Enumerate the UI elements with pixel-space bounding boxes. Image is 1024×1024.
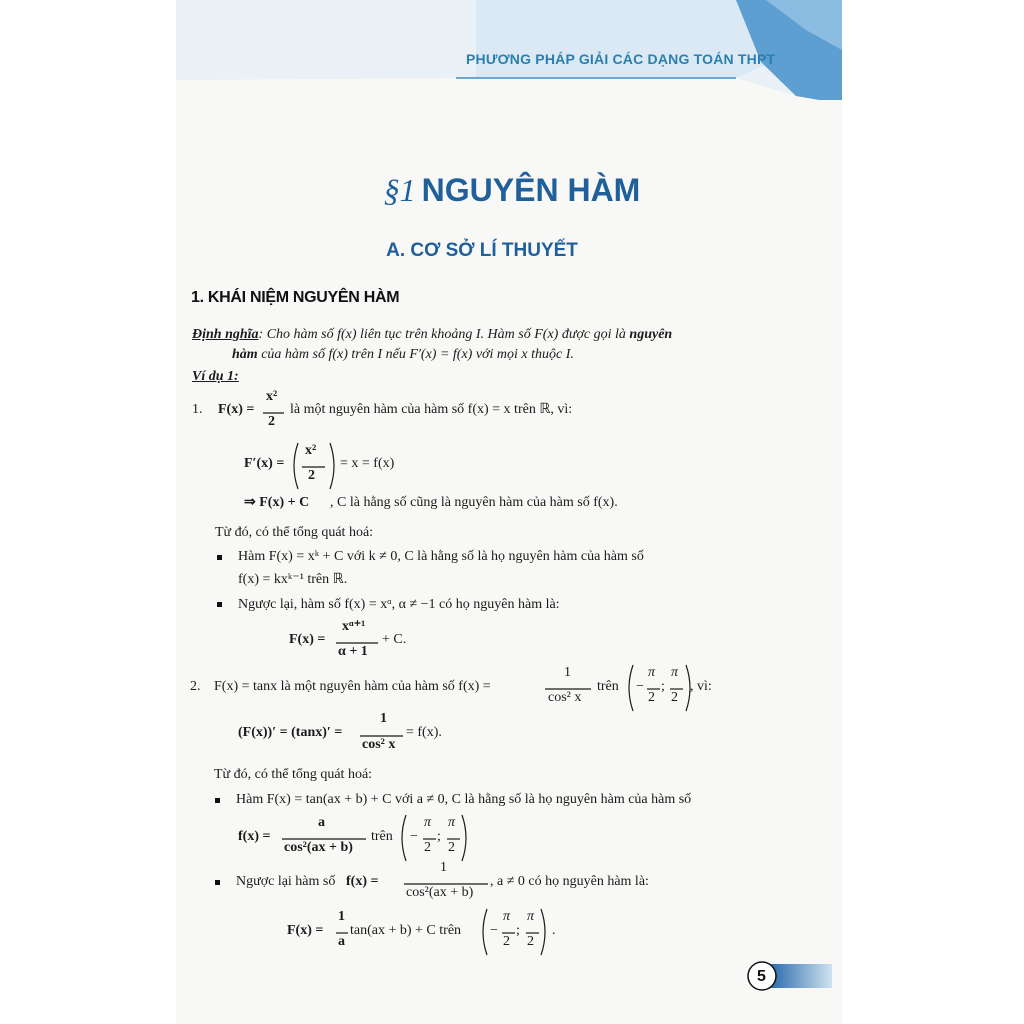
ex2-bullet2-tail: , a ≠ 0 có họ nguyên hàm là:: [490, 874, 649, 889]
ex1-deriv-den: 2: [308, 468, 315, 483]
ex2-interval-two-1: 2: [648, 690, 655, 705]
ex2-result-lhs: F(x) =: [287, 923, 324, 938]
ex1-frac-den: 2: [268, 414, 275, 429]
ex2-b1-interval-pi-2: π: [448, 815, 456, 830]
definition-bold-1: nguyên: [629, 327, 673, 342]
ex1-bullet1-line1: Hàm F(x) = xᵏ + C với k ≠ 0, C là hằng số là họ nguyên hàm của hàm số: [238, 549, 644, 564]
ex2-res-interval-pi-2: π: [527, 909, 535, 924]
ex2-bullet1-line1: Hàm F(x) = tan(ax + b) + C với a ≠ 0, C là hằng số là họ nguyên hàm của hàm số: [236, 792, 692, 807]
subsection-title: A. CƠ SỞ LÍ THUYẾT: [386, 240, 578, 261]
ex1-bullet2-tail: + C.: [382, 632, 407, 647]
ex2-res-interval-minus: −: [490, 923, 498, 938]
ex2-b1-interval-pi-1: π: [424, 815, 432, 830]
ex2-bullet2-lhs: f(x) =: [346, 874, 379, 889]
section-title-text: NGUYÊN HÀM: [421, 172, 641, 208]
ex2-b1-interval-minus: −: [410, 829, 418, 844]
ex1-frac-num: x²: [266, 389, 278, 404]
definition-text-2: của hàm số f(x) trên I nếu F′(x) = f(x) với mọi x thuộc I.: [261, 347, 574, 362]
ex2-result-den: a: [338, 934, 345, 949]
ex1-bullet2-line1: Ngược lại, hàm số f(x) = xᵅ, α ≠ −1 có họ nguyên hàm là:: [238, 597, 560, 612]
ex2-interval-pi-2: π: [671, 665, 679, 680]
definition-bold-2: hàm: [232, 347, 258, 362]
definition-text-1: : Cho hàm số f(x) liên tục trên khoảng I. Hàm số F(x) được gọi là: [258, 327, 626, 342]
definition-label: Định nghĩa: [192, 327, 259, 342]
ex2-text-a: F(x) = tanx là một nguyên hàm của hàm số f(x) =: [214, 679, 491, 694]
ex2-bullet1-num: a: [318, 815, 325, 830]
header-title: PHƯƠNG PHÁP GIẢI CÁC DẠNG TOÁN THPT: [466, 51, 776, 67]
ex2-res-interval-pi-1: π: [503, 909, 511, 924]
ex1-deriv-num: x²: [305, 443, 317, 458]
ex1-bullet2-den: α + 1: [338, 644, 368, 659]
ex2-deriv-den: cos² x: [362, 737, 396, 752]
ex1-lhs: F(x) =: [218, 402, 255, 417]
ex1-implies: ⇒ F(x) + C: [244, 495, 310, 510]
section-symbol: §1: [383, 172, 416, 208]
ex1-bullet2-lhs: F(x) =: [289, 632, 326, 647]
page-number: 5: [757, 968, 766, 985]
ex2-bullet1-on: trên: [371, 829, 393, 844]
ex2-b1-interval-sep: ;: [437, 829, 441, 844]
ex2-result-num: 1: [338, 909, 345, 924]
ex2-bullet2-num: 1: [440, 860, 447, 875]
ex2-interval-pi-1: π: [648, 665, 656, 680]
ex2-bullet1-den: cos²(ax + b): [284, 840, 353, 855]
ex1-text: là một nguyên hàm của hàm số f(x) = x trên ℝ, vì:: [290, 402, 573, 417]
ex2-deriv-tail: = f(x).: [406, 725, 442, 740]
ex1-deriv-lhs: F′(x) =: [244, 456, 285, 471]
heading-khai-niem: 1. KHÁI NIỆM NGUYÊN HÀM: [191, 289, 400, 306]
ex2-res-interval-two-2: 2: [527, 934, 534, 949]
example-label: Ví dụ 1:: [192, 369, 239, 384]
ex1-general: Từ đó, có thể tổng quát hoá:: [215, 525, 374, 540]
ex2-interval-two-2: 2: [671, 690, 678, 705]
ex2-bullet1-lhs: f(x) =: [238, 829, 271, 844]
ex1-implies-text: , C là hằng số cũng là nguyên hàm của hàm số f(x).: [330, 495, 618, 510]
ex1-bullet2-num: xᵅ⁺¹: [342, 619, 366, 634]
ex1-bullet1-line2: f(x) = kxᵏ⁻¹ trên ℝ.: [238, 572, 348, 587]
ex2-b1-interval-two-2: 2: [448, 840, 455, 855]
ex2-result-end: .: [552, 923, 556, 938]
ex2-tail: , vì:: [690, 679, 712, 694]
ex2-interval-minus: −: [636, 679, 644, 694]
ex2-res-interval-sep: ;: [516, 923, 520, 938]
ex2-bullet2-text: Ngược lại hàm số: [236, 874, 336, 889]
ex1-deriv-rhs: = x = f(x): [340, 456, 395, 471]
ex2-deriv: (F(x))′ = (tanx)′ =: [238, 725, 343, 740]
ex2-on: trên: [597, 679, 619, 694]
ex2-res-interval-two-1: 2: [503, 934, 510, 949]
ex2-interval-sep: ;: [661, 679, 665, 694]
ex2-general: Từ đó, có thể tổng quát hoá:: [214, 767, 373, 782]
ex1-number: 1.: [192, 402, 203, 417]
ex2-b1-interval-two-1: 2: [424, 840, 431, 855]
ex2-deriv-num: 1: [380, 711, 387, 726]
ex2-result-mid: tan(ax + b) + C trên: [350, 923, 462, 938]
ex2-frac-num: 1: [564, 665, 571, 680]
ex2-bullet2-den: cos²(ax + b): [406, 885, 474, 900]
ex2-number: 2.: [190, 679, 201, 694]
ex2-frac-den: cos² x: [548, 690, 582, 705]
